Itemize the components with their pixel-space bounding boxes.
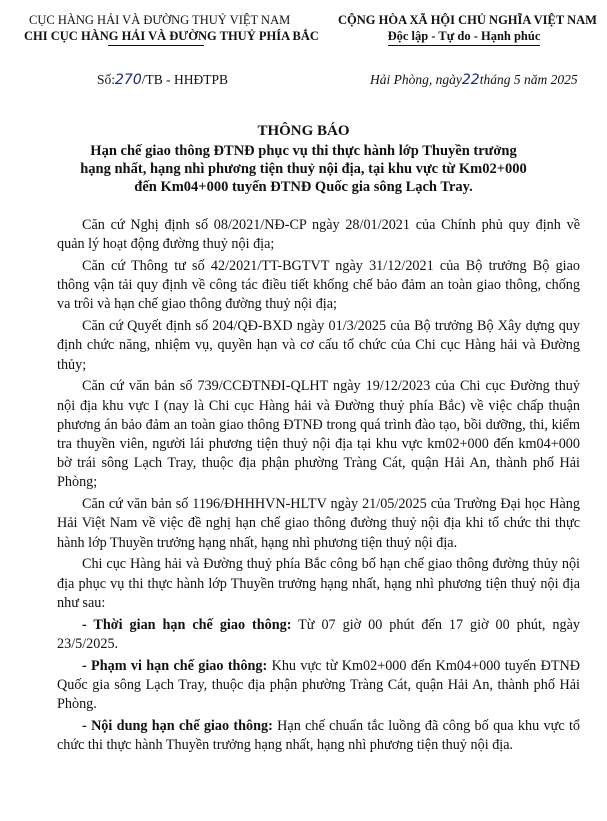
sub-agency-name: CHI CỤC HÀNG HẢI VÀ ĐƯỜNG THUỶ PHÍA BẮC — [24, 29, 319, 43]
subtitle-line: Hạn chế giao thông ĐTNĐ phục vụ thi thực hành lớp Thuyền trưởng — [90, 143, 517, 159]
document-number — [97, 72, 228, 88]
sub-agency-underline — [108, 45, 204, 46]
restriction-label: - Thời gian hạn chế giao thông: — [82, 616, 292, 633]
announcement-paragraph: Chi cục Hàng hải và Đường thuỷ phía Bắc công bố hạn chế giao thông đường thủy nội địa phục vụ thi thực hành lớp Thuyền trưởng hạng nhất, hạng nhì phương tiện thuỷ nội địa như sau: — [57, 556, 580, 611]
motto: Độc lập - Tự do - Hạnh phúc — [387, 29, 541, 43]
restriction-item — [57, 616, 580, 654]
number-prefix: Số: — [97, 72, 116, 87]
document-body — [57, 216, 580, 758]
restriction-label: - Phạm vi hạn chế giao thông: — [82, 657, 268, 674]
agency-name: CỤC HÀNG HẢI VÀ ĐƯỜNG THUỶ VIỆT NAM — [29, 13, 291, 27]
nation-name: CỘNG HÒA XÃ HỘI CHỦ NGHĨA VIỆT NAM — [338, 13, 597, 27]
number-suffix: /TB - HHĐTPB — [141, 72, 229, 87]
handwritten-number: 270 — [115, 72, 142, 88]
restriction-item — [57, 657, 580, 715]
handwritten-day: 22 — [461, 72, 480, 88]
document-subtitle — [60, 142, 547, 196]
subtitle-line: đến Km04+000 tuyến ĐTNĐ Quốc gia sông Lạch Tray. — [134, 179, 473, 195]
legal-basis-paragraph: Căn cứ Thông tư số 42/2021/TT-BGTVT ngày 31/12/2021 của Bộ trưởng Bộ giao thông vận tải quy định về công tác điều tiết khống chế bảo đảm an toàn giao thông, chống va trôi và hạn chế giao thông đường thuỷ nội địa; — [57, 258, 580, 313]
restriction-text: Hạn chế chuẩn tắc luồng đã công bố qua khu vực tổ chức thi thực hành Thuyền trưởng hạng nhất, hạng nhì phương tiện thuỷ nội địa. — [57, 717, 580, 754]
legal-basis-paragraph: Căn cứ Nghị định số 08/2021/NĐ-CP ngày 28/01/2021 của Chính phủ quy định về quản lý hoạt động đường thuỷ nội địa; — [57, 217, 580, 253]
document-title: THÔNG BÁO — [257, 123, 350, 139]
date-suffix: tháng 5 năm 2025 — [479, 72, 578, 87]
motto-underline — [388, 45, 540, 46]
restriction-text: Khu vực từ Km02+000 đến Km04+000 tuyến ĐTNĐ Quốc gia sông Lạch Tray, thuộc địa phận phường Tràng Cát, quận Hải An, thành phố Hải Phòng. — [57, 657, 580, 713]
legal-basis-paragraph: Căn cứ văn bản số 1196/ĐHHHVN-HLTV ngày 21/05/2025 của Trường Đại học Hàng Hải Việt Nam về việc đề nghị hạn chế giao thông đường thuỷ nội địa khi tổ chức thi thực hành lớp Thuyền trưởng hạng nhất, hạng nhì phương tiện thuỷ nội địa. — [57, 496, 580, 551]
issue-date — [370, 72, 578, 88]
restriction-item — [57, 717, 580, 755]
subtitle-line: hạng nhất, hạng nhì phương tiện thuỷ nội địa, tại khu vực từ Km02+000 — [80, 161, 527, 177]
restriction-label: - Nội dung hạn chế giao thông: — [82, 717, 273, 734]
date-prefix: Hải Phòng, ngày — [370, 72, 462, 87]
legal-basis-paragraph: Căn cứ văn bản số 739/CCĐTNĐI-QLHT ngày 19/12/2023 của Chi cục Đường thuỷ nội địa khu vực I (nay là Chi cục Hàng hải và Đường thuỷ phía Bắc) về việc chấp thuận phương án bảo đảm an toàn giao thông ĐTNĐ trong quá trình đào tạo, bồi dưỡng, thi, kiểm tra thuyền viên, người lái phương tiện thuỷ nội địa tại khu vực km02+000 đến km04+000 bờ trái sông Lạch Tray, thuộc địa phận phường Tràng Cát, quận Hải An, thành phố Hải Phòng; — [57, 378, 580, 491]
restriction-text: Từ 07 giờ 00 phút đến 17 giờ 00 phút, ngày 23/5/2025. — [57, 616, 580, 652]
legal-basis-paragraph: Căn cứ Quyết định số 204/QĐ-BXD ngày 01/3/2025 của Bộ trưởng Bộ Xây dựng quy định chức năng, nhiệm vụ, quyền hạn và cơ cấu tổ chức của Chi cục Hàng hải và Đường thủy; — [57, 318, 580, 373]
